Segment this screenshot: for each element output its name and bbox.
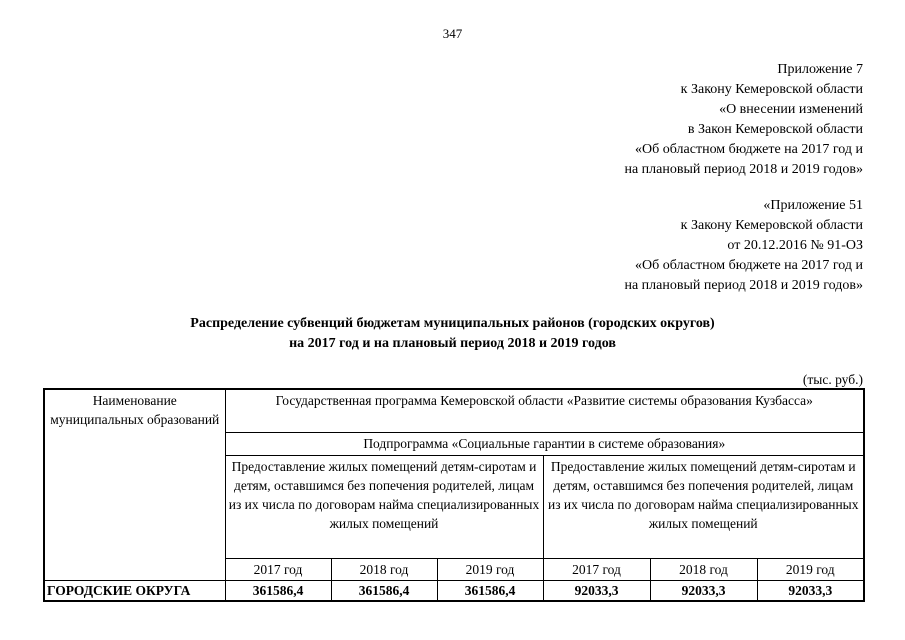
group-header-2: Предоставление жилых помещений детям-сиротам и детям, оставшимся без попечения родителей, лицам из их числа по договорам найма специализированных жилых помещений	[543, 456, 864, 559]
row-name: ГОРОДСКИЕ ОКРУГА	[44, 581, 225, 602]
appendix-line: «Об областном бюджете на 2017 год и	[635, 258, 863, 273]
appendix-line: на плановый период 2018 и 2019 годов»	[624, 278, 863, 293]
appendix-line: в Закон Кемеровской области	[687, 122, 863, 137]
row-value: 92033,3	[757, 581, 864, 602]
row-value: 361586,4	[225, 581, 331, 602]
appendix-line: к Закону Кемеровской области	[680, 82, 863, 97]
appendix-header-1	[624, 60, 863, 180]
year-header: 2018 год	[331, 559, 437, 581]
appendix-line: «О внесении изменений	[719, 102, 863, 117]
year-header: 2017 год	[225, 559, 331, 581]
table-row	[44, 581, 864, 602]
year-header: 2018 год	[650, 559, 757, 581]
document-title	[0, 314, 905, 354]
appendix-line: «Об областном бюджете на 2017 год и	[635, 142, 863, 157]
units-label: (тыс. руб.)	[802, 372, 863, 387]
row-value: 92033,3	[543, 581, 650, 602]
year-header: 2019 год	[437, 559, 543, 581]
document-title-line-2: на 2017 год и на плановый период 2018 и 2019 годов	[289, 336, 616, 351]
appendix-line: «Приложение 51	[763, 198, 863, 213]
page-number: 347	[442, 26, 463, 41]
subprogram-header: Подпрограмма «Социальные гарантии в системе образования»	[225, 433, 864, 456]
appendix-header-2	[624, 196, 863, 296]
appendix-line: от 20.12.2016 № 91-ОЗ	[727, 238, 863, 253]
column-header-municipality: Наименование муниципальных образований	[44, 389, 225, 581]
appendix-line: Приложение 7	[777, 62, 863, 77]
row-value: 361586,4	[437, 581, 543, 602]
document-title-line-1: Распределение субвенций бюджетам муниципальных районов (городских округов)	[190, 316, 715, 331]
program-header: Государственная программа Кемеровской области «Развитие системы образования Кузбасса»	[225, 389, 864, 433]
appendix-line: к Закону Кемеровской области	[680, 218, 863, 233]
row-value: 361586,4	[331, 581, 437, 602]
group-header-1: Предоставление жилых помещений детям-сиротам и детям, оставшимся без попечения родителей, лицам из их числа по договорам найма специализированных жилых помещений	[225, 456, 543, 559]
subvention-table	[43, 388, 865, 602]
appendix-line: на плановый период 2018 и 2019 годов»	[624, 162, 863, 177]
row-value: 92033,3	[650, 581, 757, 602]
year-header: 2017 год	[543, 559, 650, 581]
year-header: 2019 год	[757, 559, 864, 581]
